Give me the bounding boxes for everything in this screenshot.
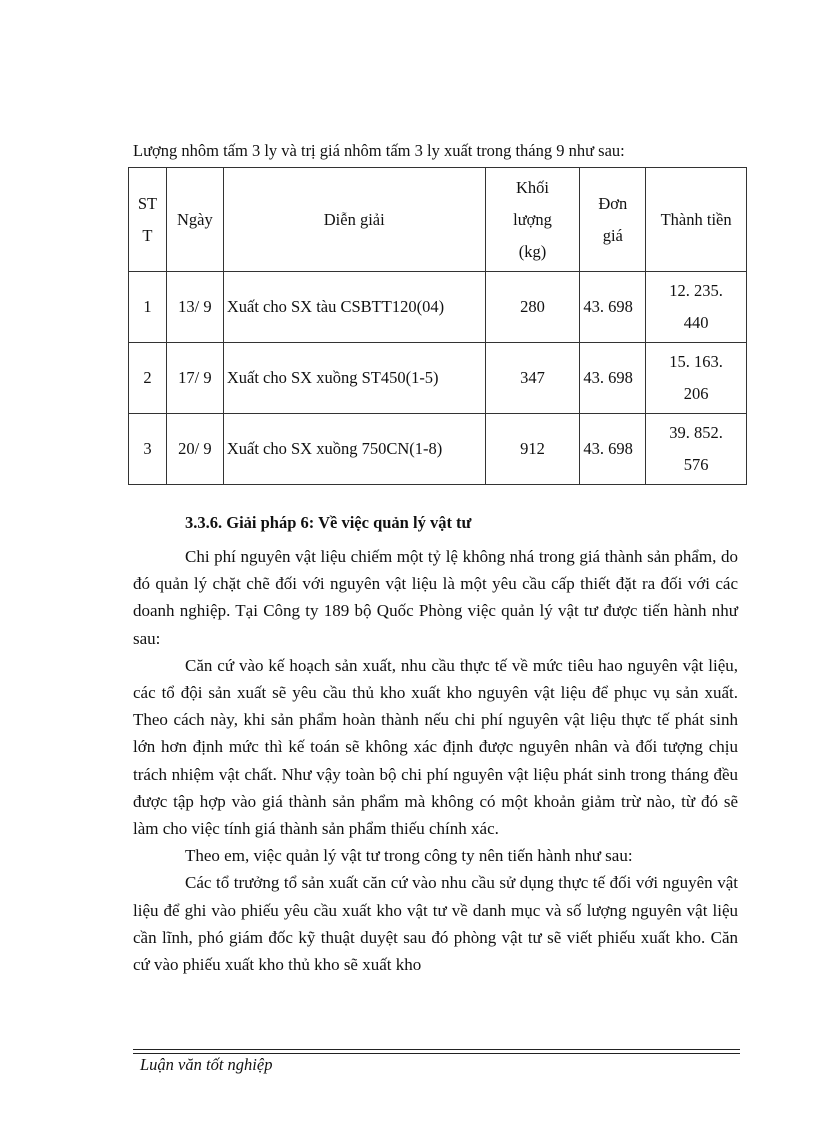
footer-rule-bottom bbox=[133, 1053, 740, 1054]
table-row bbox=[129, 414, 747, 485]
table-header-row bbox=[129, 168, 747, 272]
cell-quantity: 912 bbox=[485, 414, 580, 485]
cell-amount: 15. 163. 206 bbox=[646, 343, 747, 414]
cell-description: Xuất cho SX xuồng 750CN(1-8) bbox=[223, 414, 485, 485]
header-stt: ST T bbox=[129, 168, 167, 272]
paragraph: Chi phí nguyên vật liệu chiếm một tỷ lệ không nhá trong giá thành sản phẩm, do đó quản lý chặt chẽ đối với nguyên vật liệu là một yêu cầu cấp thiết đặt ra đối với các doanh nghiệp. Tại Công ty 189 bộ Quốc Phòng việc quản lý vật tư được tiến hành như sau: bbox=[133, 547, 738, 648]
cell-date: 17/ 9 bbox=[166, 343, 223, 414]
footer-rule-top bbox=[133, 1049, 740, 1050]
cell-amount: 12. 235. 440 bbox=[646, 272, 747, 343]
header-date: Ngày bbox=[166, 168, 223, 272]
cell-amount: 39. 852. 576 bbox=[646, 414, 747, 485]
header-unit-price: Đơn giá bbox=[580, 168, 646, 272]
paragraph: Các tổ trưởng tổ sản xuất căn cứ vào nhu cầu sử dụng thực tế đối với nguyên vật liệu để ghi vào phiếu yêu cầu xuất kho vật tư về danh mục và số lượng nguyên vật liệu cần lĩnh, phó giám đốc kỹ thuật duyệt sau đó phòng vật tư sẽ viết phiếu xuất kho. Căn cứ vào phiếu xuất kho thủ kho sẽ xuất kho bbox=[133, 873, 738, 975]
cell-description: Xuất cho SX tàu CSBTT120(04) bbox=[223, 272, 485, 343]
cell-date: 13/ 9 bbox=[166, 272, 223, 343]
cell-unit-price: 43. 698 bbox=[580, 272, 646, 343]
cell-stt: 1 bbox=[129, 272, 167, 343]
table-row bbox=[129, 272, 747, 343]
header-description: Diễn giải bbox=[223, 168, 485, 272]
cell-unit-price: 43. 698 bbox=[580, 414, 646, 485]
table-intro: Lượng nhôm tấm 3 ly và trị giá nhôm tấm 3 ly xuất trong tháng 9 như sau: bbox=[133, 141, 625, 160]
cell-stt: 2 bbox=[129, 343, 167, 414]
header-amount: Thành tiền bbox=[646, 168, 747, 272]
header-quantity: Khối lượng (kg) bbox=[485, 168, 580, 272]
cell-stt: 3 bbox=[129, 414, 167, 485]
body-text bbox=[133, 543, 738, 978]
page-footer: Luận văn tốt nghiệp bbox=[140, 1055, 273, 1074]
paragraph: Căn cứ vào kế hoạch sản xuất, nhu cầu thực tế về mức tiêu hao nguyên vật liệu, các tổ đội sản xuất sẽ yêu cầu thủ kho xuất kho nguyên vật liệu để phục vụ sản xuất. Theo cách này, khi sản phẩm hoàn thành nếu chi phí nguyên vật liệu thực tế phát sinh lớn hơn định mức thì kế toán sẽ không xác định được nguyên nhân và đối tượng chịu trách nhiệm vật chất. Như vậy toàn bộ chi phí nguyên vật liệu phát sinh trong tháng đều được tập hợp vào giá thành sản phẩm mà không có một khoản giảm trừ nào, từ đó sẽ làm cho việc tính giá thành sản phẩm thiếu chính xác. bbox=[133, 655, 738, 839]
cell-quantity: 347 bbox=[485, 343, 580, 414]
cell-date: 20/ 9 bbox=[166, 414, 223, 485]
cell-description: Xuất cho SX xuồng ST450(1-5) bbox=[223, 343, 485, 414]
paragraph: Theo em, việc quản lý vật tư trong công ty nên tiến hành như sau: bbox=[185, 846, 633, 866]
cell-quantity: 280 bbox=[485, 272, 580, 343]
materials-table bbox=[128, 167, 747, 485]
section-heading: 3.3.6. Giải pháp 6: Về việc quản lý vật tư bbox=[185, 513, 472, 532]
table-row bbox=[129, 343, 747, 414]
cell-unit-price: 43. 698 bbox=[580, 343, 646, 414]
